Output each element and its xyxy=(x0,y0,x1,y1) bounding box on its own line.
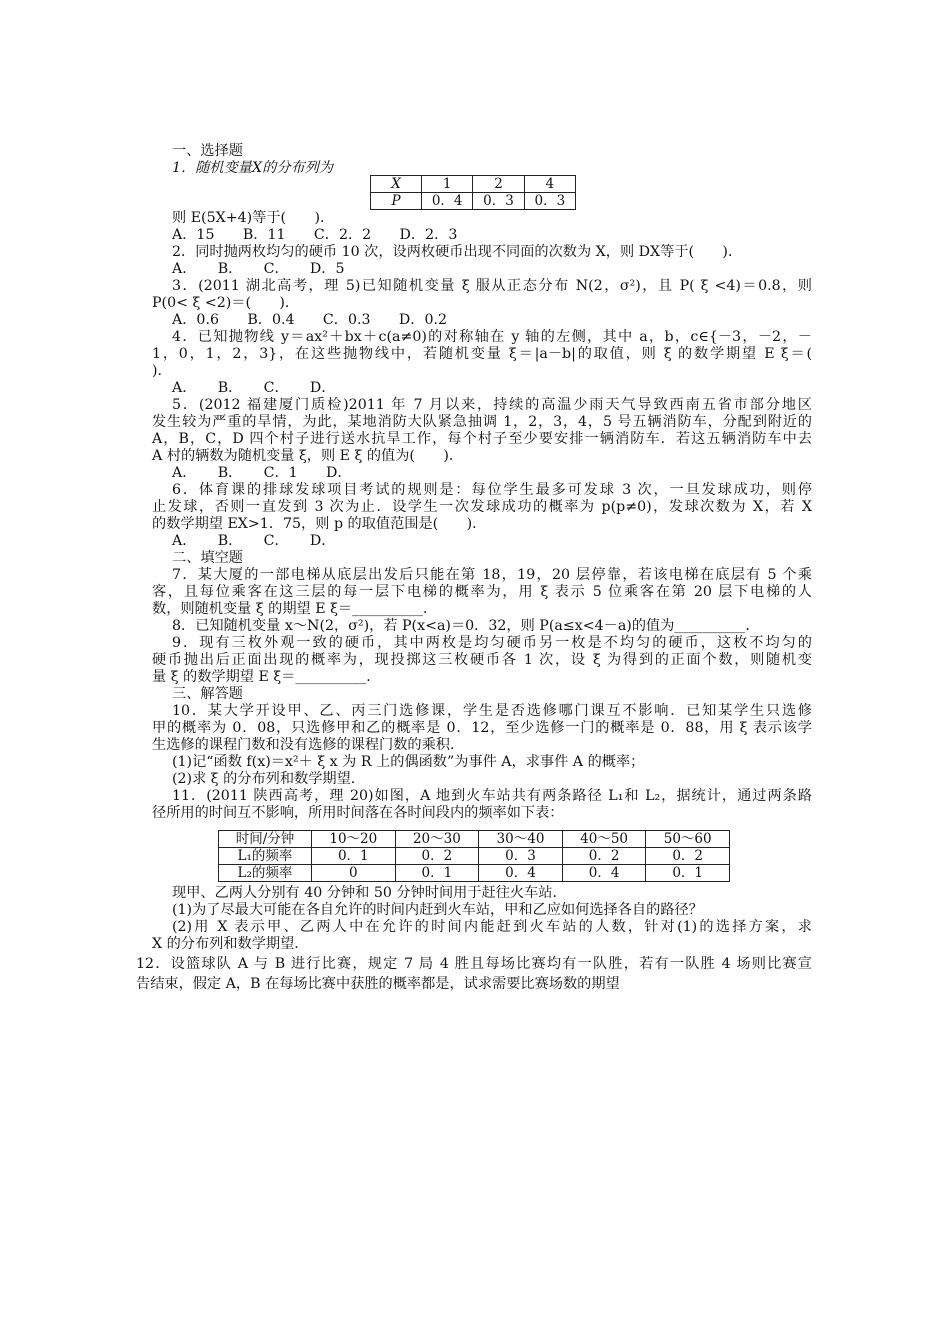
question-4-line-3: )． xyxy=(152,363,172,379)
question-6-line-1: 6．体育课的排球发球项目考试的规则是：每位学生最多可发球 3 次，一旦发球成功，则停 xyxy=(172,482,812,498)
question-11-part-2-line-1: (2)用 X 表示甲、乙两人中在允许的时间内能赶到火车站的人数，针对(1)的选择方案，求 xyxy=(172,919,812,935)
question-5-line-3: A，B，C，D 四个村子进行送水抗旱工作，每个村子至少要安排一辆消防车．若这五辆消防车中去 xyxy=(152,431,812,447)
question-3-options: A．0.6 B．0.4 C．0.3 D．0.2 xyxy=(172,312,448,328)
question-5-line-4: A 村的辆数为随机变量 ξ，则 E ξ 的值为( )． xyxy=(152,448,464,464)
question-11-part-2-line-2: X 的分布列和数学期望． xyxy=(152,936,309,952)
table-row xyxy=(371,176,576,193)
question-1-ask: 则 E(5X+4)等于( )． xyxy=(172,210,335,226)
table-cell: 4 xyxy=(524,176,575,193)
table-cell: 0．3 xyxy=(524,193,575,210)
question-11-part-1: (1)为了尽最大可能在各自允许的时间内赶到火车站，甲和乙应如何选择各自的路径？ xyxy=(172,902,703,918)
question-11-after-table: 现甲、乙两人分别有 40 分钟和 50 分钟时间用于赶往火车站． xyxy=(172,885,567,901)
question-10-line-3: 生选修的课程门数和没有选修的课程门数的乘积． xyxy=(152,737,465,753)
question-12-line-2: 告结束，假定 A，B 在每场比赛中获胜的概率都是，试求需要比赛场数的期望 xyxy=(136,976,620,992)
question-11-line-2: 径所用的时间互不影响，所用时间落在各时间段内的频率如下表： xyxy=(152,805,564,821)
question-12-line-1: 12．设篮球队 A 与 B 进行比赛，规定 7 局 4 胜且每场比赛均有一队胜，若有一队胜 4 场则比赛宣 xyxy=(136,956,812,972)
question-7-line-1: 7．某大厦的一部电梯从底层出发后只能在第 18，19，20 层停靠，若该电梯在底层有 5 个乘 xyxy=(172,567,812,583)
section-heading-choice: 一、选择题 xyxy=(172,143,243,159)
table-header-cell: 10～20 xyxy=(312,831,396,848)
table-cell: 0．2 xyxy=(562,848,646,865)
table-cell: 2 xyxy=(473,176,524,193)
table-header-cell: 20～30 xyxy=(395,831,479,848)
question-1-options: A．15 B．11 C．2．2 D．2．3 xyxy=(172,227,458,243)
question-10-part-1: (1)记“函数 f(x)＝x²＋ ξ x 为 R 上的偶函数”为事件 A，求事件 A 的概率； xyxy=(172,754,645,770)
table-cell: 1 xyxy=(422,176,473,193)
table-cell: 0．4 xyxy=(479,865,563,882)
table-cell: 0．1 xyxy=(312,848,396,865)
question-4-line-1: 4．已知抛物线 y＝ax²＋bx＋c(a≠0)的对称轴在 y 轴的左侧，其中 a，b，c∈{－3，－2，－ xyxy=(172,329,812,345)
table-cell: 0．1 xyxy=(395,865,479,882)
table-cell: 0 xyxy=(312,865,396,882)
question-10-line-1: 10．某大学开设甲、乙、丙三门选修课，学生是否选修哪门课互不影响．已知某学生只选修 xyxy=(172,703,812,719)
table-row xyxy=(219,865,730,882)
section-heading-fill: 二、填空题 xyxy=(172,550,243,566)
question-5-line-2: 发生较为严重的旱情，为此，某地消防大队紧急抽调 1，2，3，4，5 号五辆消防车，分配到附近的 xyxy=(152,414,812,430)
question-4-line-2: 1，0，1，2，3}，在这些抛物线中，若随机变量 ξ＝|a－b|的取值，则 ξ 的数学期望 E ξ＝( xyxy=(152,346,812,362)
table-row xyxy=(371,193,576,210)
table-cell: 0．2 xyxy=(395,848,479,865)
table-cell: 0．2 xyxy=(646,848,730,865)
question-9-line-3: 量 ξ 的数学期望 E ξ＝__________． xyxy=(152,669,381,685)
question-7-line-2: 客，且每位乘客在这三层的每一层下电梯的概率为，用 ξ 表示 5 位乘客在第 20 层下电梯的人 xyxy=(152,584,812,600)
table-cell: 0．4 xyxy=(562,865,646,882)
question-5-options: A． B． C．1 D． xyxy=(172,465,352,481)
question-11-line-1: 11．(2011 陕西高考，理 20)如图，A 地到火车站共有两条路径 L₁和 L₂，据统计，通过两条路 xyxy=(172,788,812,804)
question-4-options: A． B． C． D． xyxy=(172,380,336,396)
question-10-line-2: 甲的概率为 0．08，只选修甲和乙的概率是 0．12，至少选修一门的概率是 0．88，用 ξ 表示该学 xyxy=(152,720,812,736)
table-header-cell: 30～40 xyxy=(479,831,563,848)
question-5-line-1: 5．(2012 福建厦门质检)2011 年 7 月以来，持续的高温少雨天气导致西南五省市部分地区 xyxy=(172,397,812,413)
table-header-cell: 50～60 xyxy=(646,831,730,848)
table-header-cell: 时间/分钟 xyxy=(219,831,312,848)
table-cell: X xyxy=(371,176,422,193)
question-3-line-2: P(0< ξ <2)＝( )． xyxy=(152,295,300,311)
question-8-text: 8．已知随机变量 x～N(2，σ²)，若 P(x<a)＝0．32，则 P(a≤x<4－a)的值为__________． xyxy=(172,618,760,634)
distribution-table-x xyxy=(370,175,576,210)
question-1-text: 1．随机变量X的分布列为 xyxy=(172,160,334,176)
question-10-part-2: (2)求 ξ 的分布列和数学期望． xyxy=(172,771,365,787)
section-heading-solve: 三、解答题 xyxy=(172,686,243,702)
question-9-line-1: 9．现有三枚外观一致的硬币，其中两枚是均匀硬币另一枚是不均匀的硬币，这枚不均匀的 xyxy=(172,635,812,651)
question-9-line-2: 硬币抛出后正面出现的概率为，现投掷这三枚硬币各 1 次，设 ξ 为得到的正面个数，则随机变 xyxy=(152,652,812,668)
table-row xyxy=(219,848,730,865)
table-header-row xyxy=(219,831,730,848)
question-2-text: 2．同时抛两枚均匀的硬币 10 次，设两枚硬币出现不同面的次数为 X，则 DX等于( )． xyxy=(172,244,743,260)
question-6-options: A． B． C． D． xyxy=(172,533,336,549)
question-6-line-2: 止发球，否则一直发到 3 次为止．设学生一次发球成功的概率为 p(p≠0)，发球次数为 X，若 X xyxy=(152,499,812,515)
table-cell: 0．3 xyxy=(479,848,563,865)
question-7-line-3: 数，则随机变量 ξ 的期望 E ξ＝__________． xyxy=(152,601,438,617)
question-2-options: A． B． C． D．5 xyxy=(172,261,345,277)
table-cell: L₂的频率 xyxy=(219,865,312,882)
frequency-table xyxy=(218,830,730,882)
table-cell: P xyxy=(371,193,422,210)
table-cell: 0．4 xyxy=(422,193,473,210)
question-6-line-3: 的数学期望 EX>1．75，则 p 的取值范围是( )． xyxy=(152,516,487,532)
table-header-cell: 40～50 xyxy=(562,831,646,848)
table-cell: 0．3 xyxy=(473,193,524,210)
table-cell: L₁的频率 xyxy=(219,848,312,865)
table-cell: 0．1 xyxy=(646,865,730,882)
question-3-line-1: 3．(2011 湖北高考，理 5)已知随机变量 ξ 服从正态分布 N(2，σ²)，且 P( ξ <4)＝0.8，则 xyxy=(172,278,812,294)
